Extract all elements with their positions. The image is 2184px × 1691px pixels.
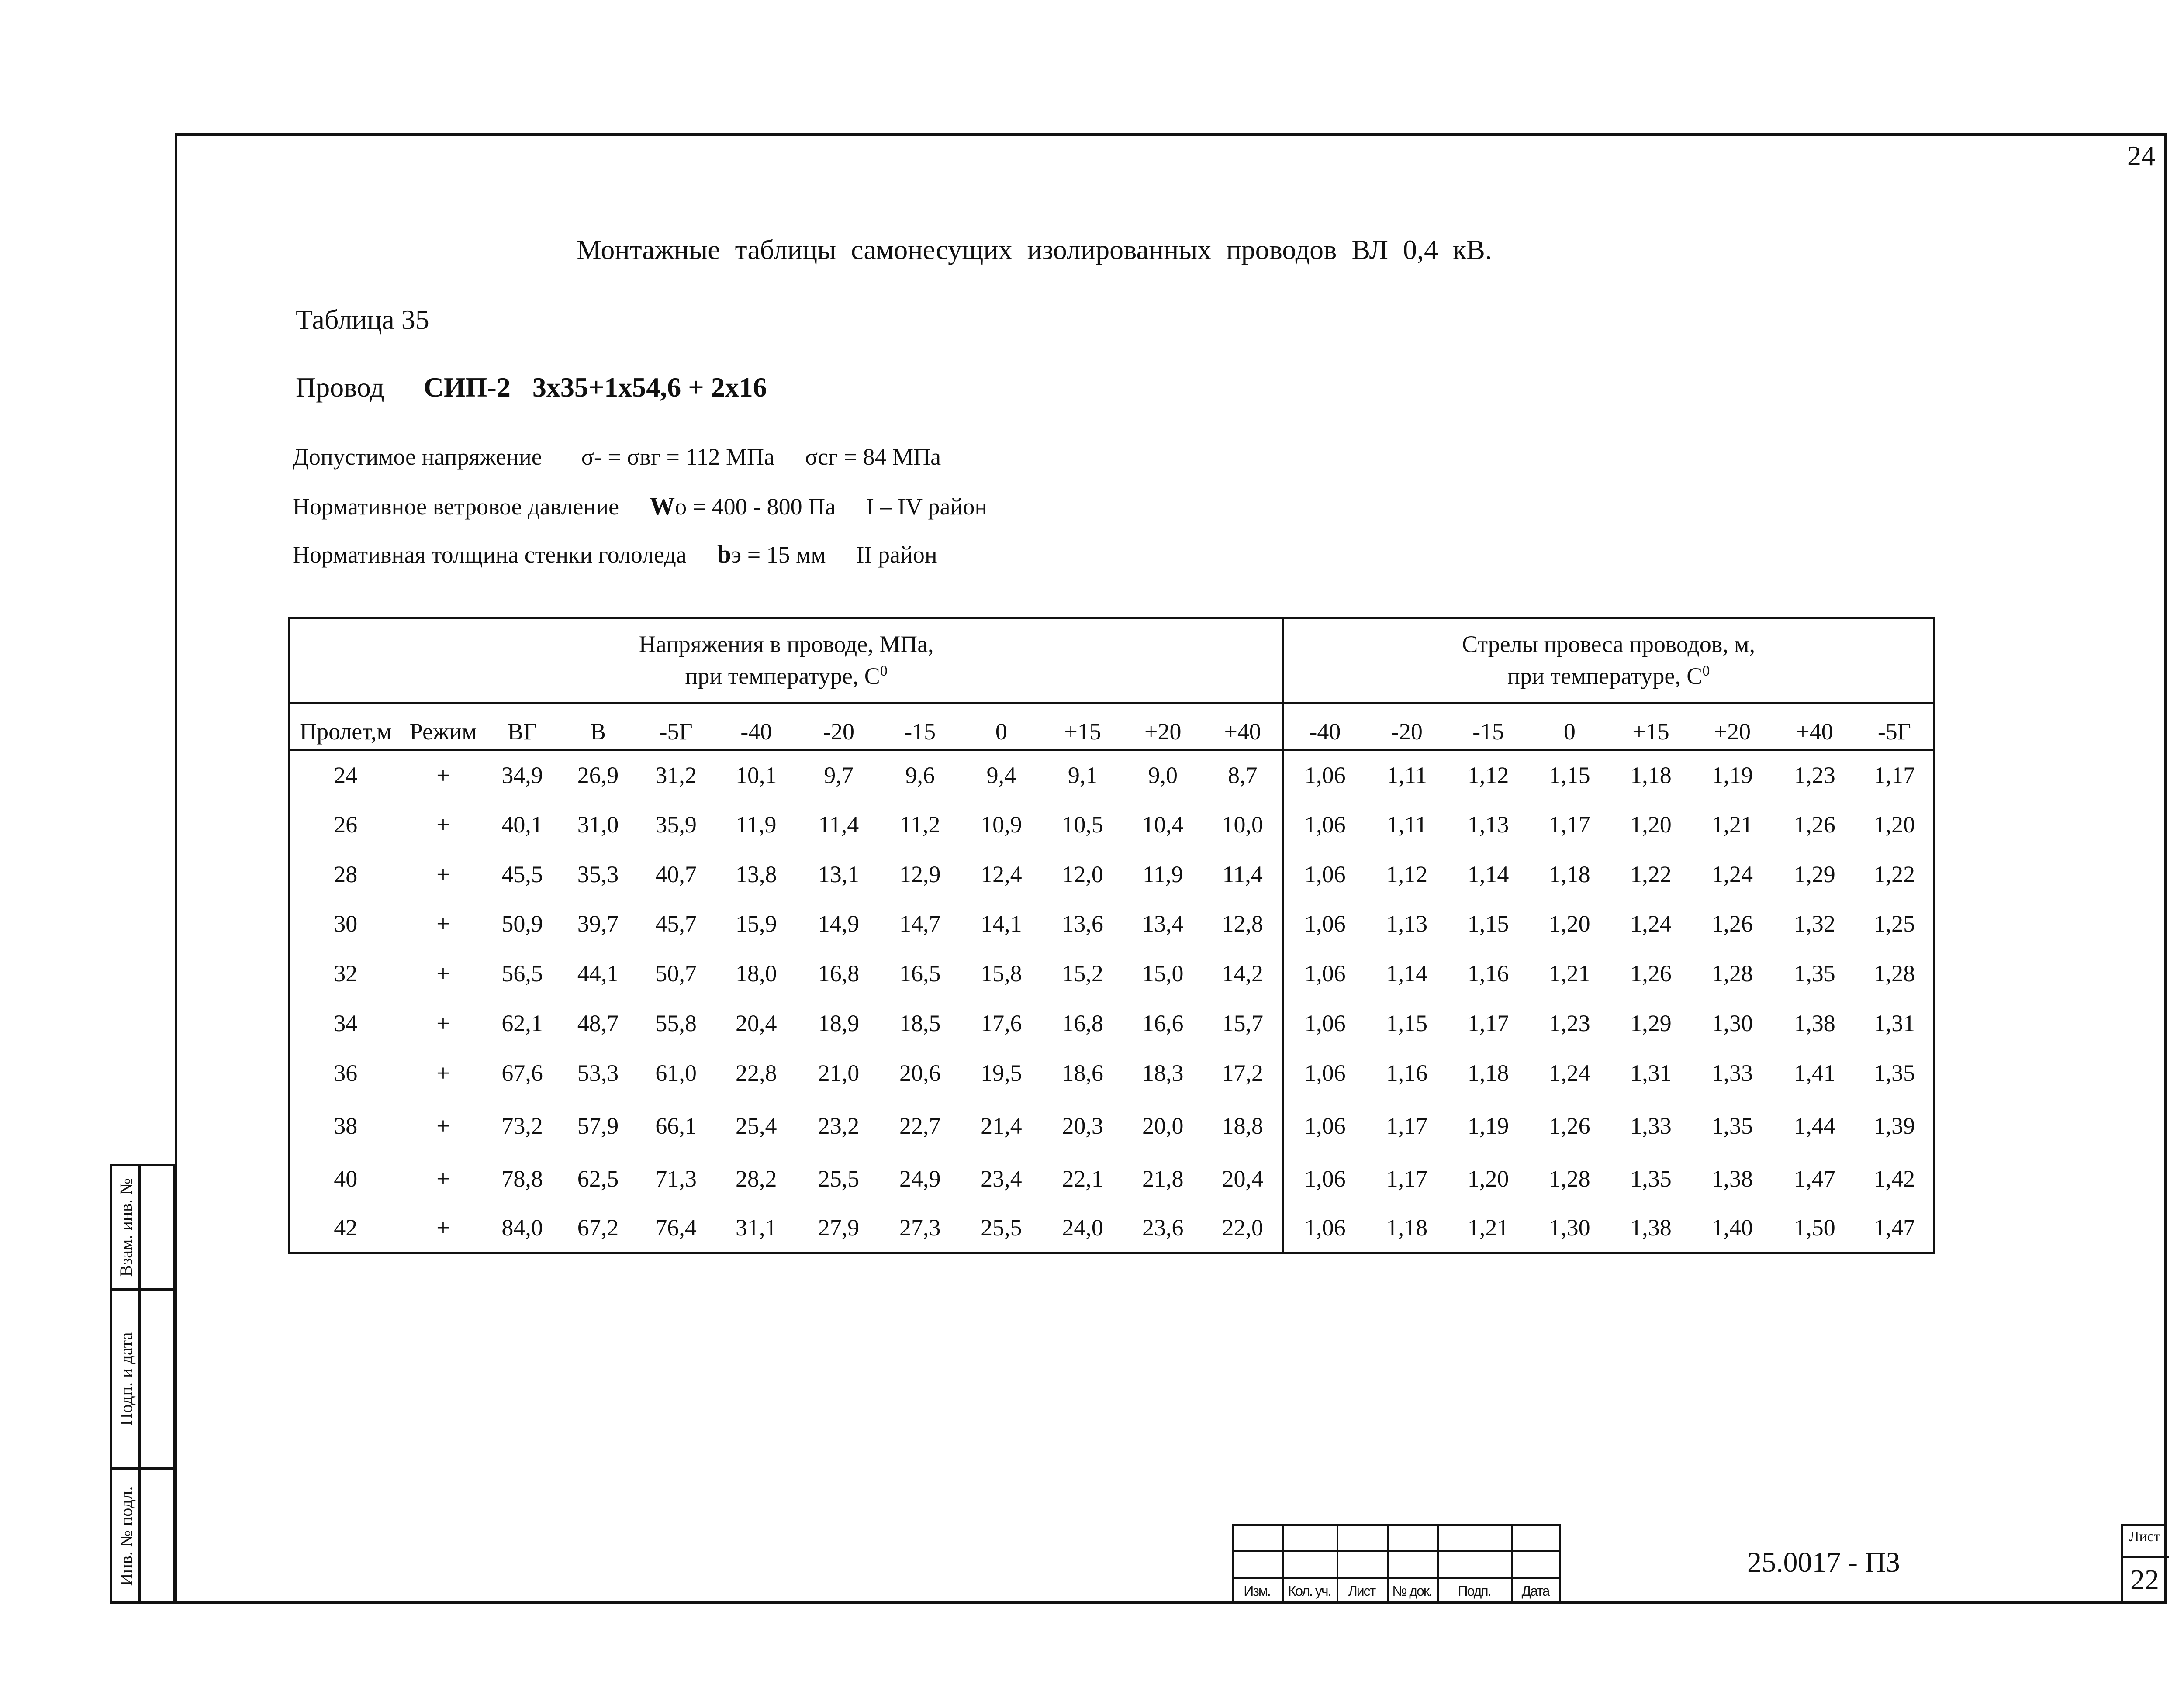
table-cell: 1,17	[1386, 1165, 1428, 1192]
table-cell: 1,31	[1856, 998, 1934, 1048]
sag-group-header: Стрелы провеса проводов, м, при температуре, $С^0$	[1283, 618, 1934, 703]
allowed-stress-line	[293, 443, 941, 470]
table-cell: 1,35	[1711, 1112, 1753, 1139]
column-header: 0	[1528, 703, 1611, 750]
table-cell: 10,0	[1222, 811, 1263, 838]
table-cell: 1,28	[1711, 960, 1753, 987]
revision-caption: Лист	[1348, 1583, 1375, 1599]
table-cell: 1,06	[1283, 849, 1366, 899]
table-cell: 1,47	[1856, 1204, 1934, 1253]
table-cell: 11,4	[1222, 861, 1263, 887]
wire-spec	[424, 372, 767, 403]
side-stamp-cell: Подп. и дата	[116, 1332, 136, 1426]
column-header: -20	[798, 703, 880, 750]
table-row	[290, 800, 1934, 849]
table-cell: +	[436, 1112, 450, 1139]
table-cell: 57,9	[577, 1112, 619, 1139]
table-cell: 67,6	[501, 1059, 543, 1086]
table-cell: 1,29	[1794, 861, 1835, 887]
table-cell: 1,40	[1691, 1204, 1773, 1253]
wind-pressure-value: o = 400 - 800 Па	[675, 493, 836, 520]
table-cell: 1,42	[1856, 1154, 1934, 1204]
table-cell: 16,8	[1062, 1010, 1103, 1036]
table-cell: 45,5	[501, 861, 543, 887]
table-cell: +	[436, 762, 450, 789]
table-cell: 21,8	[1142, 1165, 1184, 1192]
table-cell: 10,1	[736, 762, 777, 789]
table-cell: 23,2	[818, 1112, 860, 1139]
table-cell: 1,39	[1856, 1098, 1934, 1154]
table-cell: 50,7	[655, 960, 697, 987]
table-cell: 10,5	[1062, 811, 1103, 838]
table-cell: 1,26	[1794, 811, 1835, 838]
table-cell: +	[436, 811, 450, 838]
table-cell: 1,06	[1283, 1154, 1366, 1204]
table-label: Таблица 35	[296, 304, 429, 335]
side-stamp-cell: Взам. инв. №	[116, 1178, 136, 1277]
table-cell: 22,1	[1062, 1165, 1103, 1192]
table-cell: 31,2	[655, 762, 697, 789]
table-cell: 34	[290, 998, 401, 1048]
table-cell: 20,3	[1062, 1112, 1103, 1139]
table-cell: 24,9	[899, 1165, 941, 1192]
table-cell: +	[436, 1059, 450, 1086]
table-cell: 1,13	[1386, 911, 1428, 937]
table-cell: 25,5	[818, 1165, 860, 1192]
wind-pressure-symbol: W	[650, 492, 675, 520]
column-header: -40	[715, 703, 798, 750]
table-cell: 1,23	[1549, 1010, 1590, 1036]
table-cell: 1,31	[1630, 1059, 1672, 1086]
table-cell: 9,4	[986, 762, 1016, 789]
table-cell: 73,2	[501, 1112, 543, 1139]
table-cell: 13,4	[1142, 911, 1184, 937]
ice-thickness-district: II район	[856, 542, 937, 568]
table-cell: 19,5	[981, 1059, 1022, 1086]
table-cell: 40	[290, 1154, 401, 1204]
table-cell: 26,9	[577, 762, 619, 789]
column-header: 0	[960, 703, 1043, 750]
table-cell: 22,8	[736, 1059, 777, 1086]
table-cell: 56,5	[501, 960, 543, 987]
column-header: +15	[1043, 703, 1123, 750]
table-cell: +	[401, 1204, 486, 1253]
column-header: -15	[1448, 703, 1528, 750]
table-cell: +	[436, 911, 450, 937]
table-cell: 1,38	[1611, 1204, 1691, 1253]
column-header: ВГ	[485, 703, 559, 750]
table-cell: 18,6	[1062, 1059, 1103, 1086]
table-cell: 71,3	[655, 1165, 697, 1192]
table-cell: 1,24	[1630, 911, 1672, 937]
table-cell: 1,06	[1283, 1048, 1366, 1098]
table-cell: 1,38	[1794, 1010, 1835, 1036]
table-cell: 1,17	[1856, 750, 1934, 800]
table-cell: +	[436, 1010, 450, 1036]
revision-caption: Кол. уч.	[1288, 1583, 1331, 1599]
table-cell: +	[436, 861, 450, 887]
table-cell: 1,24	[1711, 861, 1753, 887]
table-cell: 1,11	[1386, 811, 1427, 838]
table-cell: 28	[290, 849, 401, 899]
table-cell: 12,8	[1222, 911, 1263, 937]
side-stamp	[110, 1164, 175, 1604]
table-row	[290, 849, 1934, 899]
document-title: Монтажные таблицы самонесущих изолированных проводов ВЛ 0,4 кВ.	[577, 234, 1492, 265]
revision-caption: Подп.	[1458, 1583, 1491, 1599]
wire-label: Провод	[296, 372, 384, 403]
wind-pressure-district: I – IV район	[866, 493, 988, 520]
revision-caption: Дата	[1521, 1583, 1549, 1599]
table-row	[290, 949, 1934, 998]
ice-thickness-line	[293, 539, 937, 569]
table-cell: 25,4	[736, 1112, 777, 1139]
table-cell: 13,6	[1062, 911, 1103, 937]
table-cell: 18,0	[736, 960, 777, 987]
table-cell: 1,23	[1794, 762, 1835, 789]
table-cell: 1,11	[1386, 762, 1427, 789]
table-cell: 17,6	[981, 1010, 1022, 1036]
table-cell: 1,41	[1794, 1059, 1835, 1086]
allowed-stress-main: σ- = σвг = 112 МПа	[581, 444, 774, 470]
table-cell: 1,18	[1366, 1204, 1448, 1253]
table-row	[290, 1048, 1934, 1098]
table-cell: 1,15	[1386, 1010, 1428, 1036]
table-cell: 61,0	[655, 1059, 697, 1086]
table-row	[290, 750, 1934, 800]
table-cell: 42	[290, 1204, 401, 1253]
table-cell: 1,20	[1549, 911, 1590, 937]
table-cell: 1,06	[1283, 800, 1366, 849]
table-cell: 1,26	[1549, 1112, 1590, 1139]
table-cell: 1,14	[1467, 861, 1509, 887]
table-cell: 1,06	[1283, 1098, 1366, 1154]
table-cell: 1,26	[1630, 960, 1672, 987]
table-cell: 31,1	[715, 1204, 798, 1253]
table-cell: 11,2	[899, 811, 940, 838]
table-cell: 1,38	[1711, 1165, 1753, 1192]
table-cell: 1,32	[1794, 911, 1835, 937]
table-cell: 10,9	[981, 811, 1022, 838]
table-cell: 23,4	[981, 1165, 1022, 1192]
table-cell: 20,4	[736, 1010, 777, 1036]
table-cell: 39,7	[577, 911, 619, 937]
table-cell: +	[436, 960, 450, 987]
table-cell: 32	[290, 949, 401, 998]
table-cell: 14,2	[1222, 960, 1263, 987]
table-cell: 14,9	[818, 911, 860, 937]
column-header: +40	[1203, 703, 1283, 750]
table-cell: 9,6	[905, 762, 935, 789]
column-header: +20	[1123, 703, 1203, 750]
table-cell: 13,8	[736, 861, 777, 887]
table-cell: 48,7	[577, 1010, 619, 1036]
table-cell: 23,6	[1123, 1204, 1203, 1253]
table-cell: 1,21	[1549, 960, 1590, 987]
table-cell: 62,5	[577, 1165, 619, 1192]
table-cell: 1,20	[1467, 1165, 1509, 1192]
table-cell: 1,17	[1467, 1010, 1509, 1036]
table-cell: 9,1	[1068, 762, 1098, 789]
document-number: 25.0017 - ПЗ	[1747, 1546, 1901, 1578]
table-cell: 40,7	[655, 861, 697, 887]
table-cell: 50,9	[501, 911, 543, 937]
table-group-header-row	[290, 618, 1934, 703]
table-cell: 10,4	[1142, 811, 1184, 838]
table-row	[290, 1204, 1934, 1253]
column-header: -40	[1283, 703, 1366, 750]
wire-type: СИП-2	[423, 372, 511, 403]
table-cell: 1,17	[1549, 811, 1590, 838]
table-cell: 1,16	[1467, 960, 1509, 987]
table-cell: 1,29	[1630, 1010, 1672, 1036]
ice-thickness-label: Нормативная толщина стенки гололеда	[293, 542, 687, 568]
table-cell: 38	[290, 1098, 401, 1154]
page-number: 24	[2127, 140, 2155, 171]
table-cell: 1,12	[1386, 861, 1428, 887]
table-cell: 78,8	[501, 1165, 543, 1192]
allowed-stress-label: Допустимое напряжение	[293, 444, 542, 470]
table-cell: 35,9	[655, 811, 697, 838]
table-row	[290, 998, 1934, 1048]
table-cell: 21,4	[981, 1112, 1022, 1139]
table-cell: 25,5	[960, 1204, 1043, 1253]
table-cell: 11,9	[1143, 861, 1183, 887]
table-cell: 20,0	[1142, 1112, 1184, 1139]
column-header: Режим	[401, 703, 486, 750]
table-cell: 12,0	[1062, 861, 1103, 887]
table-cell: 1,06	[1283, 899, 1366, 949]
sheet-number: 22	[2130, 1564, 2159, 1596]
table-cell: 1,21	[1711, 811, 1753, 838]
ice-thickness-value: э = 15 мм	[731, 542, 826, 568]
table-cell: 24,0	[1043, 1204, 1123, 1253]
table-cell: 1,20	[1630, 811, 1672, 838]
table-cell: 67,2	[559, 1204, 637, 1253]
table-cell: 53,3	[577, 1059, 619, 1086]
table-cell: 1,06	[1283, 949, 1366, 998]
stress-group-header: Напряжения в проводе, МПа, при температуре, $С^0$	[290, 618, 1283, 703]
table-cell: 1,35	[1630, 1165, 1672, 1192]
table-cell: 20,4	[1222, 1165, 1263, 1192]
table-cell: 15,0	[1142, 960, 1184, 987]
table-cell: 15,8	[981, 960, 1022, 987]
table-cell: 18,5	[899, 1010, 941, 1036]
table-cell: 18,3	[1142, 1059, 1184, 1086]
table-cell: 1,30	[1528, 1204, 1611, 1253]
table-cell: 1,50	[1773, 1204, 1856, 1253]
table-row	[290, 1154, 1934, 1204]
table-cell: 15,7	[1222, 1010, 1263, 1036]
table-cell: 11,9	[736, 811, 777, 838]
allowed-stress-cg: σсг = 84 МПа	[805, 444, 941, 470]
table-cell: 20,6	[899, 1059, 941, 1086]
table-cell: 27,3	[880, 1204, 960, 1253]
table-cell: 1,15	[1467, 911, 1509, 937]
table-cell: 1,15	[1549, 762, 1590, 789]
table-cell: 12,4	[981, 861, 1022, 887]
column-header: -20	[1366, 703, 1448, 750]
table-cell: 1,18	[1549, 861, 1590, 887]
table-cell: 1,17	[1386, 1112, 1428, 1139]
table-cell: 24	[290, 750, 401, 800]
table-cell: 1,26	[1711, 911, 1753, 937]
table-column-header-row	[290, 703, 1934, 750]
table-cell: 27,9	[798, 1204, 880, 1253]
table-cell: 1,21	[1448, 1204, 1528, 1253]
column-header: -15	[880, 703, 960, 750]
table-row	[290, 1098, 1934, 1154]
table-cell: 1,14	[1386, 960, 1428, 987]
table-cell: 18,9	[818, 1010, 860, 1036]
table-cell: 14,7	[899, 911, 941, 937]
table-cell: 1,16	[1386, 1059, 1428, 1086]
table-cell: 30	[290, 899, 401, 949]
table-cell: 1,30	[1711, 1010, 1753, 1036]
table-cell: 40,1	[501, 811, 543, 838]
table-cell: 1,06	[1283, 998, 1366, 1048]
side-stamp-cell: Инв. № подл.	[116, 1486, 136, 1586]
table-cell: 76,4	[637, 1204, 715, 1253]
table-cell: 1,28	[1549, 1165, 1590, 1192]
table-cell: 55,8	[655, 1010, 697, 1036]
sheet-box	[2121, 1524, 2167, 1604]
table-cell: 12,9	[899, 861, 941, 887]
table-cell: 1,06	[1283, 1204, 1366, 1253]
table-cell: 21,0	[818, 1059, 860, 1086]
wind-pressure-label: Нормативное ветровое давление	[293, 493, 619, 520]
table-cell: 26	[290, 800, 401, 849]
table-cell: 1,20	[1856, 800, 1934, 849]
table-cell: 1,19	[1711, 762, 1753, 789]
column-header: +15	[1611, 703, 1691, 750]
table-cell: 44,1	[577, 960, 619, 987]
wind-pressure-line	[293, 491, 987, 521]
table-cell: 1,33	[1711, 1059, 1753, 1086]
table-cell: 1,12	[1467, 762, 1509, 789]
table-cell: 34,9	[501, 762, 543, 789]
table-cell: 22,0	[1203, 1204, 1283, 1253]
column-header: Пролет,м	[290, 703, 401, 750]
column-header: +20	[1691, 703, 1773, 750]
table-cell: 22,7	[899, 1112, 941, 1139]
table-cell: 16,5	[899, 960, 941, 987]
wire-section: 3х35+1х54,6 + 2х16	[532, 372, 767, 403]
table-cell: 1,33	[1630, 1112, 1672, 1139]
table-cell: 1,24	[1549, 1059, 1590, 1086]
table-cell: 1,19	[1467, 1112, 1509, 1139]
revision-caption: № док.	[1392, 1583, 1432, 1599]
table-cell: 62,1	[501, 1010, 543, 1036]
table-cell: 1,35	[1856, 1048, 1934, 1098]
table-cell: 1,44	[1794, 1112, 1835, 1139]
table-cell: 15,9	[736, 911, 777, 937]
table-cell: 31,0	[577, 811, 619, 838]
table-row	[290, 899, 1934, 949]
wire-line	[296, 371, 767, 404]
table-cell: 45,7	[655, 911, 697, 937]
table-cell: 11,4	[818, 811, 859, 838]
table-cell: 8,7	[1227, 762, 1258, 789]
table-cell: 1,22	[1856, 849, 1934, 899]
table-cell: 16,8	[818, 960, 860, 987]
title-block	[1232, 1524, 2167, 1604]
table-cell: 9,0	[1148, 762, 1178, 789]
table-cell: 13,1	[818, 861, 860, 887]
table-cell: 1,06	[1283, 750, 1366, 800]
table-cell: +	[436, 1165, 450, 1192]
table-cell: 1,18	[1467, 1059, 1509, 1086]
table-cell: 1,47	[1794, 1165, 1835, 1192]
column-header: -5Г	[637, 703, 715, 750]
table-cell: 1,25	[1856, 899, 1934, 949]
table-cell: 1,13	[1467, 811, 1509, 838]
table-cell: 36	[290, 1048, 401, 1098]
table-cell: 17,2	[1222, 1059, 1263, 1086]
table-cell: 16,6	[1142, 1010, 1184, 1036]
table-cell: 18,8	[1222, 1112, 1263, 1139]
table-cell: 9,7	[824, 762, 854, 789]
sheet-label: Лист	[2129, 1529, 2160, 1545]
table-cell: 1,35	[1794, 960, 1835, 987]
column-header: +40	[1773, 703, 1856, 750]
table-cell: 1,18	[1630, 762, 1672, 789]
revision-caption: Изм.	[1244, 1583, 1270, 1599]
mounting-table	[288, 617, 1935, 1254]
table-cell: 66,1	[655, 1112, 697, 1139]
table-cell: 1,28	[1856, 949, 1934, 998]
column-header: -5Г	[1856, 703, 1934, 750]
column-header: В	[559, 703, 637, 750]
table-cell: 28,2	[736, 1165, 777, 1192]
table-cell: 15,2	[1062, 960, 1103, 987]
table-cell: 1,22	[1630, 861, 1672, 887]
table-cell: 35,3	[577, 861, 619, 887]
table-cell: 14,1	[981, 911, 1022, 937]
ice-thickness-symbol: b	[717, 540, 732, 568]
table-cell: 84,0	[485, 1204, 559, 1253]
